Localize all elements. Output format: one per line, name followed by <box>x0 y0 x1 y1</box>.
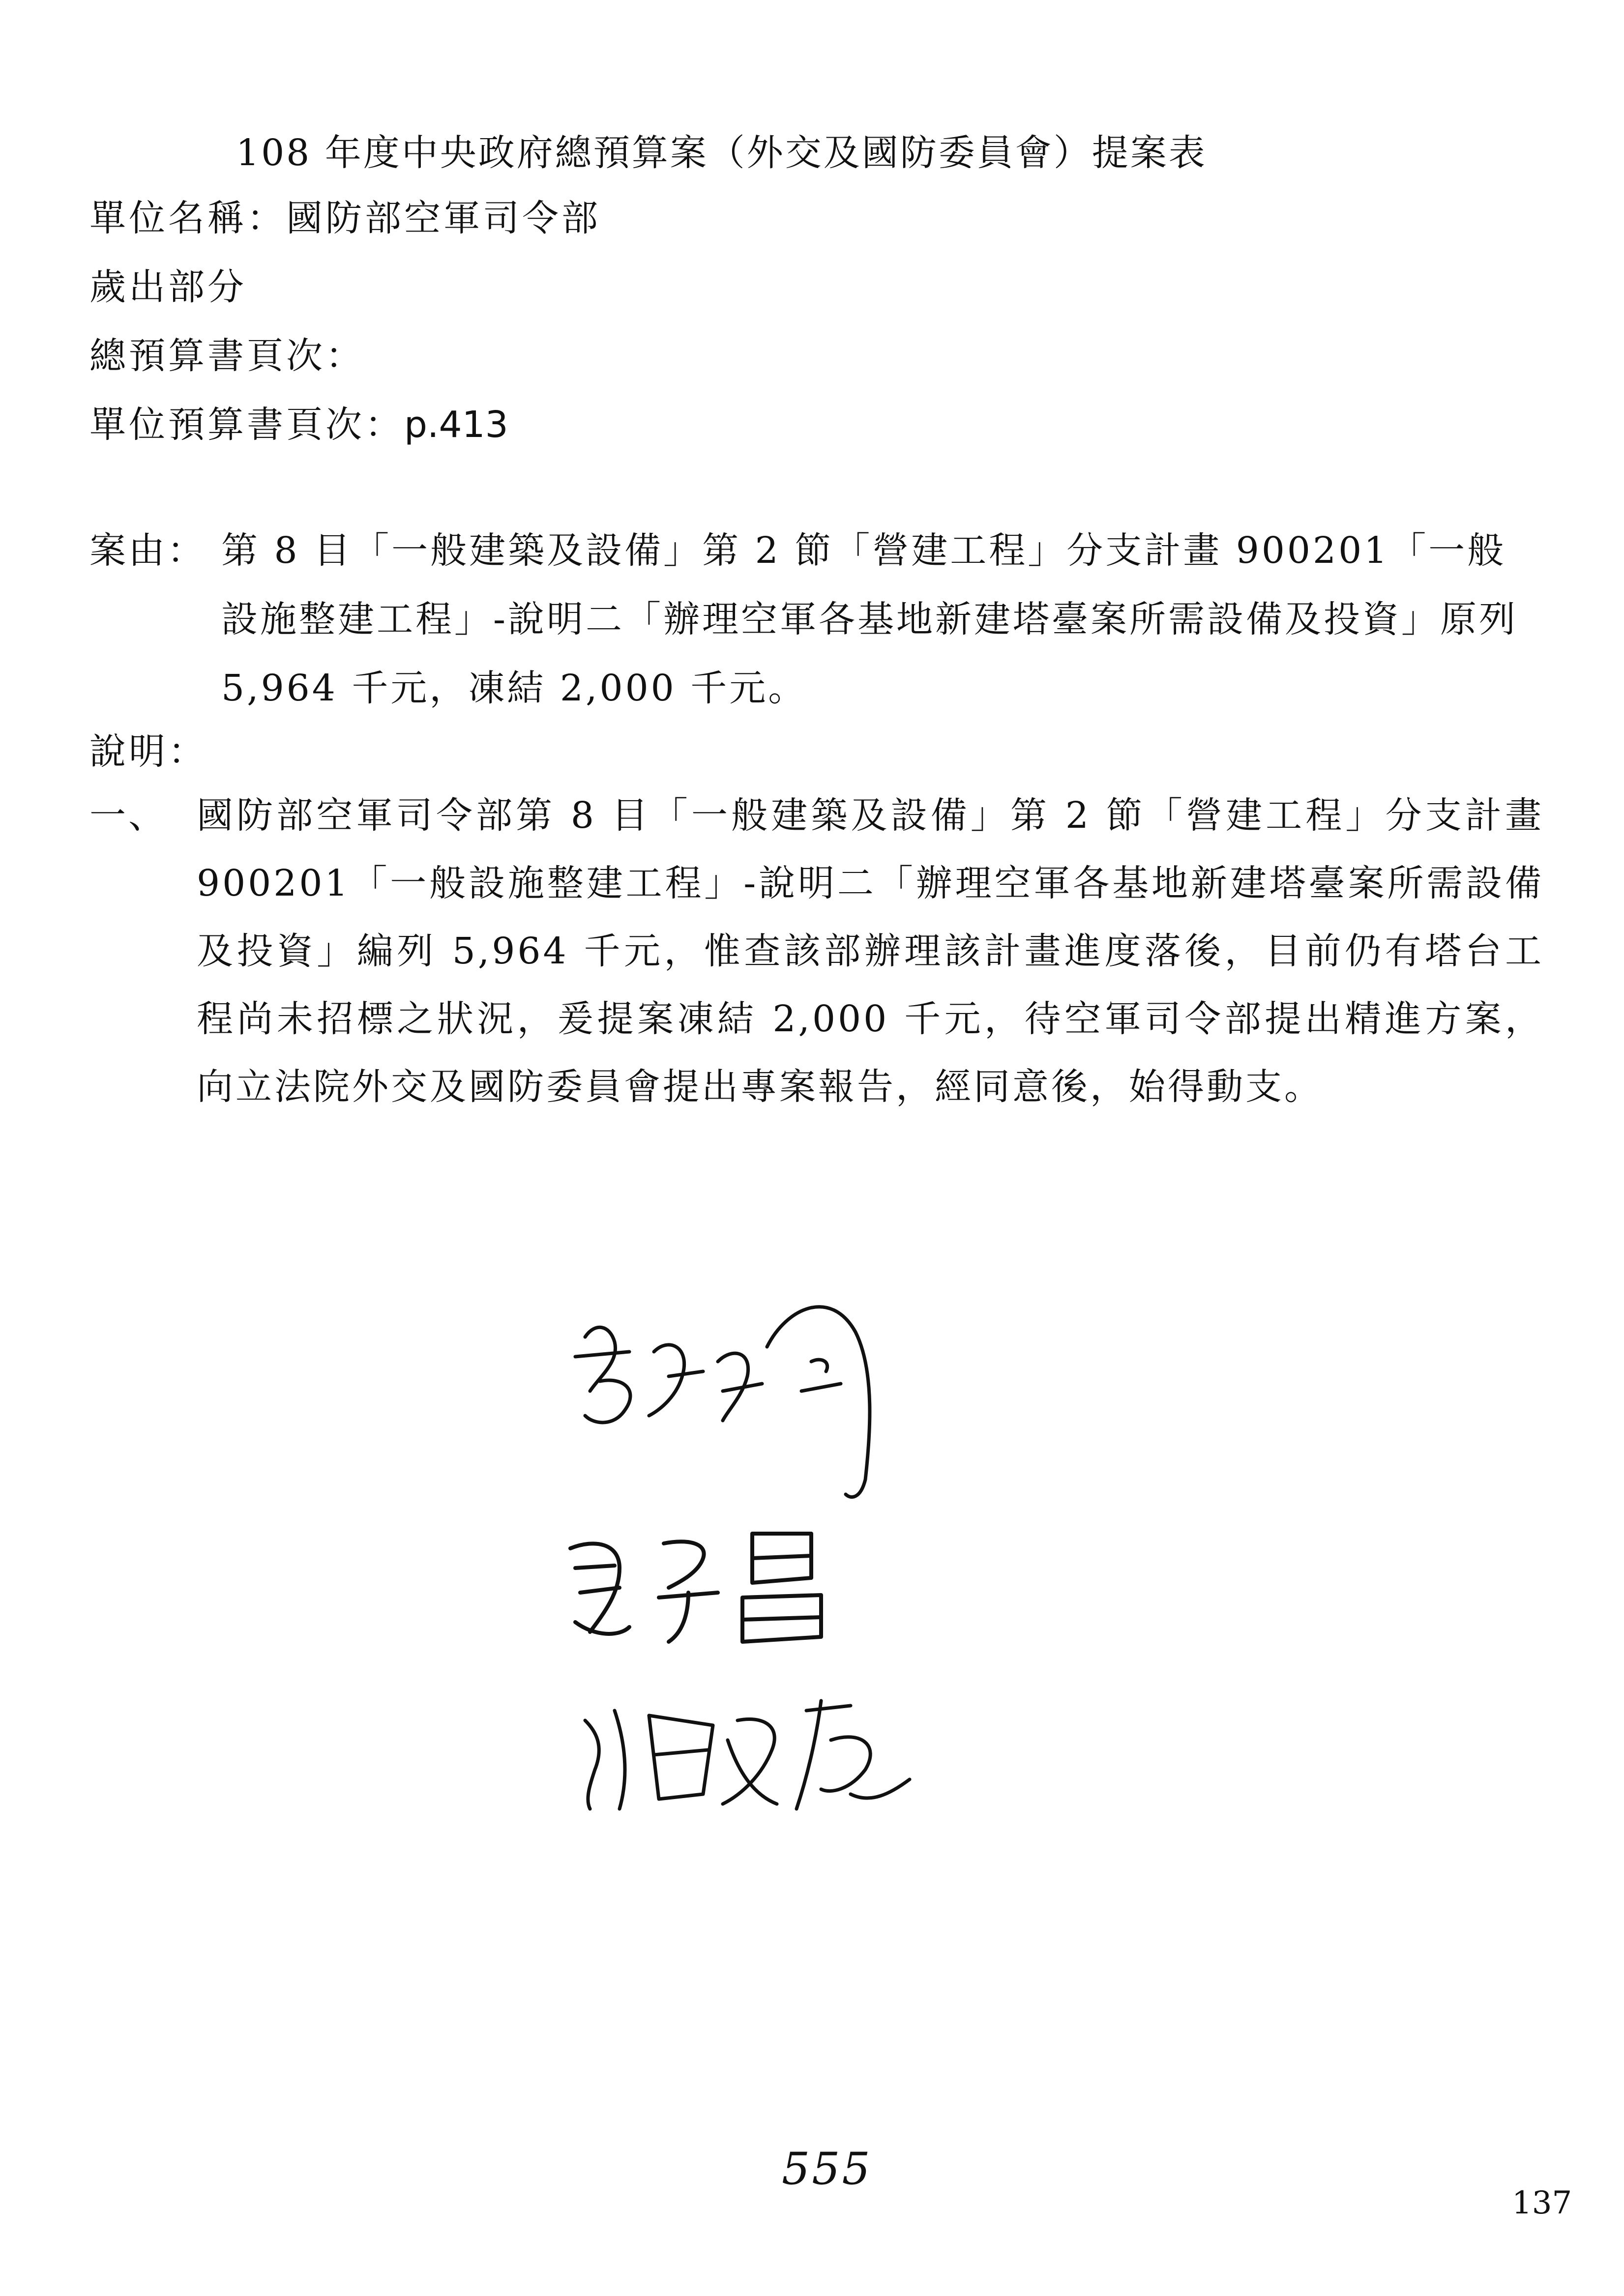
page-number-center: 555 <box>782 2143 872 2195</box>
unit-budget-page <box>89 396 508 448</box>
explanation-heading: 說明： <box>89 730 207 773</box>
case-label: 案由： <box>89 529 206 572</box>
total-budget-page: 總預算書頁次： <box>89 335 365 377</box>
document-title: 108 年度中央政府總預算案（外交及國防委員會）提案表 <box>236 132 1207 174</box>
signature-2 <box>556 1514 875 1661</box>
page-number-corner: 137 <box>1512 2185 1572 2221</box>
signature-1 <box>556 1278 949 1514</box>
unit-budget-page-label: 單位預算書頁次： <box>89 404 404 446</box>
unit-name: 單位名稱：國防部空軍司令部 <box>89 197 601 239</box>
case-text: 第 8 目「一般建築及設備」第 2 節「營建工程」分支計畫 900201「一般設施整建工程」-說明二「辦理空軍各基地新建塔臺案所需設備及投資」原列 5,964 千元，凍結 2,000 千元。 <box>221 529 1518 709</box>
item-index: 一、 <box>89 794 167 837</box>
item-text: 國防部空軍司令部第 8 目「一般建築及設備」第 2 節「營建工程」分支計畫 900201「一般設施整建工程」-說明二「辦理空軍各基地新建塔臺案所需設備及投資」編列 5,964 千元，惟查該部辦理該計畫進度落後，目前仍有塔台工程尚未招標之狀況，爰提案凍結 2,000 千元，待空軍司令部提出精進方案，向立法院外交及國防委員會提出專案報告，經同意後，始得動支。 <box>197 794 1544 1108</box>
section-label: 歲出部分 <box>89 266 247 308</box>
unit-budget-page-value: p.413 <box>404 404 508 446</box>
signature-3 <box>575 1681 929 1829</box>
